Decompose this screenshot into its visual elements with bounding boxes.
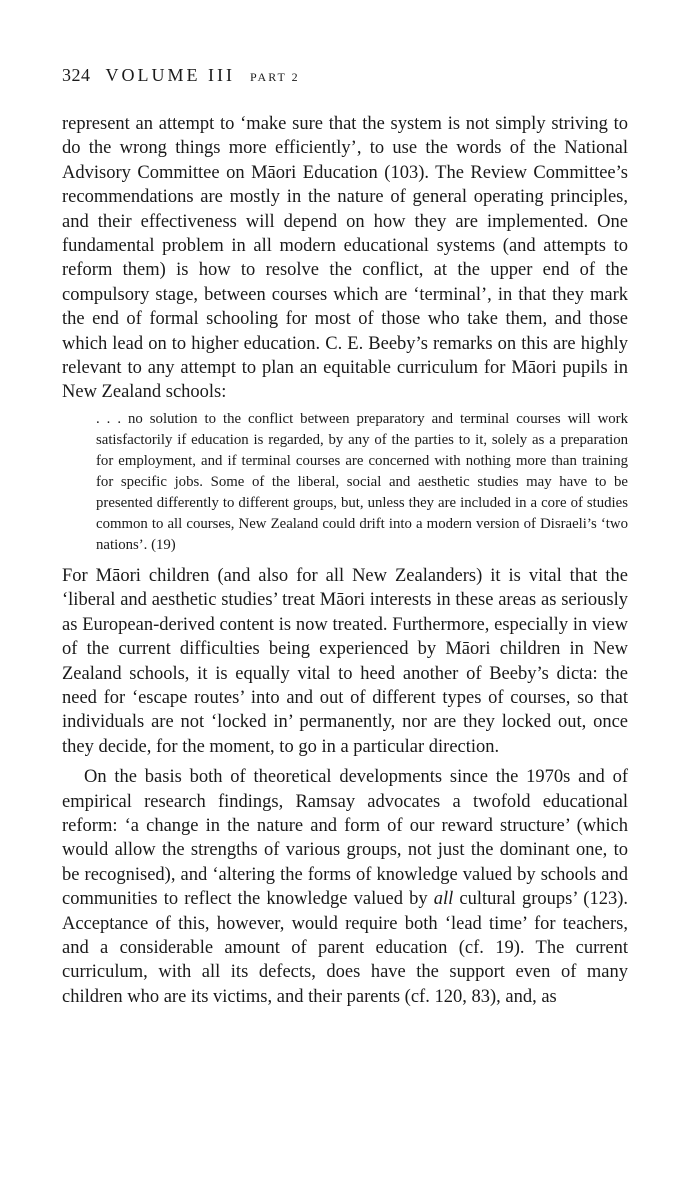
page-number: 324: [62, 65, 91, 85]
body-text: [62, 112, 628, 1009]
paragraph-1: represent an attempt to ‘make sure that the system is not simply striving to do the wrong things more efficiently’, to use the words of the National Advisory Committee on Māori Education (103). The Review Committee’s recommendations are mostly in the nature of general operating principles, and their effectiveness will depend on how they are implemented. One fundamental problem in all modern educational systems (and attempts to reform them) is how to resolve the conflict, at the upper end of the compulsory stage, between courses which are ‘terminal’, in that they mark the end of formal schooling for most of those who take them, and those which lead on to higher education. C. E. Beeby’s remarks on this are highly relevant to any attempt to plan an equitable curriculum for Māori pupils in New Zealand schools:: [62, 114, 628, 403]
volume-label: VOLUME III: [105, 65, 235, 85]
paragraph-3-text-start: On the basis both of theoretical developments since the 1970s and of empirical research findings, Ramsay advocates a twofold educational reform: ‘a change in the nature and form of our reward structure’ (which would allow the strengths of various groups, not just the dominant one, to be recognised), and ‘altering the forms of knowledge valued by schools and communities to reflect the knowledge valued by: [62, 767, 628, 910]
paragraph-3-text-end: cultural groups’ (123). Acceptance of this, however, would require both ‘lead time’ for teachers, and a considerable amount of parent education (cf. 19). The current curriculum, with all its defects, does have the support even of many children who are its victims, and their parents (cf. 120, 83), and, as: [62, 889, 628, 1007]
paragraph-3: [62, 765, 628, 1009]
part-label: PART 2: [249, 70, 300, 84]
block-quote: . . . no solution to the conflict between preparatory and terminal courses will work satisfactorily if education is regarded, by any of the parties to it, solely as a preparation for employment, and if terminal courses are concerned with nothing more than training for specific jobs. Some of the liberal, social and aesthetic studies may have to be presented differently to different groups, but, unless they are included in a core of studies common to all courses, New Zealand could drift into a modern version of Disraeli’s ‘two nations’. (19): [96, 410, 628, 553]
running-head: [62, 64, 628, 88]
paragraph-2: For Māori children (and also for all New Zealanders) it is vital that the ‘liberal and aesthetic studies’ treat Māori interests in these areas as seriously as European-derived content is now treated. Furthermore, especially in view of the current difficulties being experienced by Māori children in New Zealand schools, it is equally vital to heed another of Beeby’s dicta: the need for ‘escape routes’ into and out of different types of courses, so that individuals are not ‘locked in’ permanently, nor are they locked out, once they decide, for the moment, to go in a particular direction.: [62, 565, 628, 757]
book-page: [62, 64, 628, 1009]
paragraph-3-italic-word: all: [433, 889, 454, 910]
